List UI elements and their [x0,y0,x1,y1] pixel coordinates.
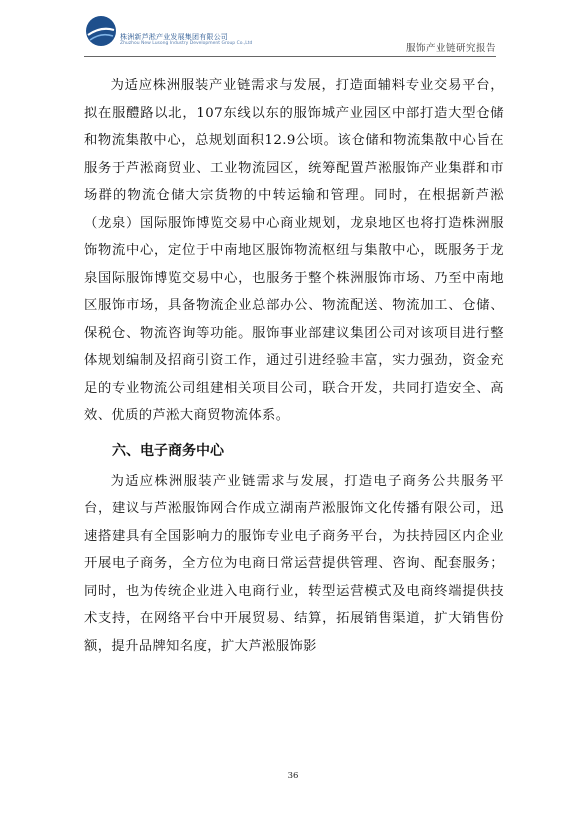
paragraph-logistics-center: 为适应株洲服装产业链需求与发展，打造面辅料专业交易平台，拟在服醴路以北，107东线以东的服饰城产业园区中部打造大型仓储和物流集散中心，总规划面积12.9公顷。该仓储和物流集散中心旨在服务于芦淞商贸业、工业物流园区，统筹配置芦淞服饰产业集群和市场群的物流仓储大宗货物的中转运输和管理。同时，在根据新芦淞（龙泉）国际服饰博览交易中心商业规划，龙泉地区也将打造株洲服饰物流中心，定位于中南地区服饰物流枢纽与集散中心，既服务于龙泉国际服饰博览交易中心，也服务于整个株洲服饰市场、乃至中南地区服饰市场，具备物流企业总部办公、物流配送、物流加工、仓储、保税仓、物流咨询等功能。服饰事业部建议集团公司对该项目进行整体规划编制及招商引资工作，通过引进经验丰富，实力强劲，资金充足的专业物流公司组建相关项目公司，联合开发，共同打造安全、高效、优质的芦淞大商贸物流体系。 [84,78,504,423]
logo-company-name-en: Zhuzhou New Lusong Industry Development Group Co.,Ltd [120,41,253,46]
logo-company-name-cn: 株洲新芦淞产业发展集团有限公司 [120,33,228,41]
company-logo [84,14,253,54]
paragraph-ecommerce-center: 为适应株洲服装产业链需求与发展，打造电子商务公共服务平台，建议与芦淞服饰网合作成立湖南芦淞服饰文化传播有限公司，迅速搭建具有全国影响力的服饰专业电子商务平台，为扶持园区内企业开展电子商务，全方位为电商日常运营提供管理、咨询、配套服务；同时，也为传统企业进入电商行业，转型运营模式及电商终端提供技术支持，在网络平台中开展贸易、结算，拓展销售渠道，扩大销售份额，提升品牌知名度，扩大芦淞服饰影 [84,473,504,654]
page-number: 36 [287,771,299,781]
page-header [0,0,586,62]
report-title: 服饰产业链研究报告 [405,43,496,54]
header-divider [84,56,496,57]
section-heading-ecommerce: 六、电子商务中心 [112,442,224,459]
page-body [84,72,504,660]
logo-mark-icon [84,14,118,48]
